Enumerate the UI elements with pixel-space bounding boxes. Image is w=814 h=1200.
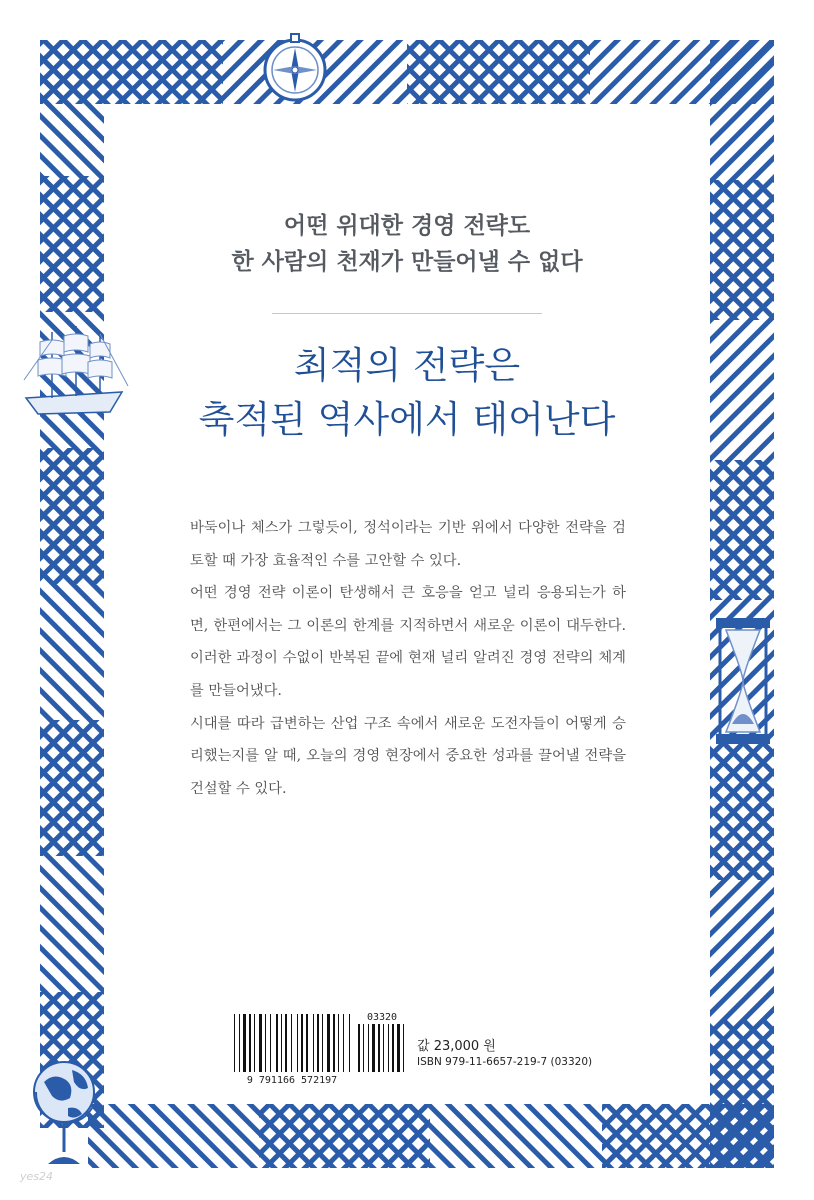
barcode-bar	[317, 1014, 319, 1072]
body-paragraph-1: 바둑이나 체스가 그렇듯이, 정석이라는 기반 위에서 다양한 전략을 검토할 때 가장 효율적인 수를 고안할 수 있다.	[190, 520, 626, 569]
barcode-addon-bar	[378, 1024, 380, 1072]
main-title	[104, 339, 710, 447]
globe-icon	[30, 1052, 102, 1172]
barcode-bar	[285, 1014, 287, 1072]
barcode-bar	[249, 1014, 251, 1072]
headline-line-1: 어떤 위대한 경영 전략도	[283, 213, 531, 239]
barcode-bar	[327, 1014, 330, 1072]
headline-line-2: 한 사람의 천재가 만들어낼 수 없다	[231, 249, 583, 275]
barcode-bar	[291, 1014, 292, 1072]
border-left	[40, 40, 104, 1128]
border-top	[40, 40, 774, 104]
border-right	[710, 40, 774, 1168]
barcode-bar	[234, 1014, 235, 1072]
divider	[272, 313, 542, 314]
barcode-bar	[322, 1014, 323, 1072]
barcode-addon-bar	[383, 1024, 384, 1072]
barcode-bar	[313, 1014, 314, 1072]
barcode	[230, 1012, 410, 1086]
body-copy	[190, 512, 626, 805]
barcode-bar	[297, 1014, 298, 1072]
barcode-bar	[254, 1014, 255, 1072]
body-paragraph-2: 어떤 경영 전략 이론이 탄생해서 큰 호응을 얻고 널리 응용되는가 하면, 한편에서는 그 이론의 한계를 지적하면서 새로운 이론이 대두한다. 이러한 과정이 수없이 반복된 끝에 현재 널리 알려진 경영 전략의 체계를 만들어냈다.	[190, 585, 626, 699]
barcode-bar	[343, 1014, 344, 1072]
barcode-addon-bar	[388, 1024, 389, 1072]
barcode-addon-bar	[358, 1024, 360, 1072]
compass-icon	[256, 28, 334, 106]
headline	[104, 208, 710, 280]
barcode-bars	[234, 1014, 350, 1072]
border-bottom	[88, 1104, 774, 1168]
hourglass-icon	[712, 614, 774, 748]
barcode-bar	[333, 1014, 335, 1072]
barcode-bar	[306, 1014, 308, 1072]
barcode-number: 9 791166 572197	[246, 1075, 338, 1086]
barcode-bar	[349, 1014, 350, 1072]
barcode-bar	[239, 1014, 240, 1072]
barcode-bar	[243, 1014, 246, 1072]
barcode-addon-bars	[358, 1024, 404, 1072]
isbn: ISBN 979-11-6657-219-7 (03320)	[417, 1056, 593, 1068]
barcode-bar	[270, 1014, 271, 1072]
barcode-bar	[276, 1014, 278, 1072]
barcode-bar	[265, 1014, 266, 1072]
barcode-bar	[259, 1014, 262, 1072]
barcode-addon-bar	[397, 1024, 400, 1072]
barcode-addon-bar	[392, 1024, 394, 1072]
watermark: yes24	[20, 1170, 54, 1183]
barcode-addon-bar	[368, 1024, 369, 1072]
price: 값 23,000 원	[417, 1039, 496, 1054]
body-paragraph-3: 시대를 따라 급변하는 산업 구조 속에서 새로운 도전자들이 어떻게 승리했는지를 알 때, 오늘의 경영 현장에서 중요한 성과를 끌어낼 전략을 건설할 수 있다.	[190, 715, 626, 797]
barcode-bar	[338, 1014, 339, 1072]
barcode-addon-bar	[363, 1024, 364, 1072]
title-line-2: 축적된 역사에서 태어난다	[198, 398, 616, 441]
barcode-addon-number: 03320	[366, 1012, 398, 1023]
barcode-bar	[301, 1014, 303, 1072]
barcode-bar	[281, 1014, 282, 1072]
barcode-addon-bar	[403, 1024, 404, 1072]
title-line-1: 최적의 전략은	[293, 344, 521, 387]
barcode-graphic	[230, 1012, 410, 1086]
barcode-addon-bar	[372, 1024, 375, 1072]
